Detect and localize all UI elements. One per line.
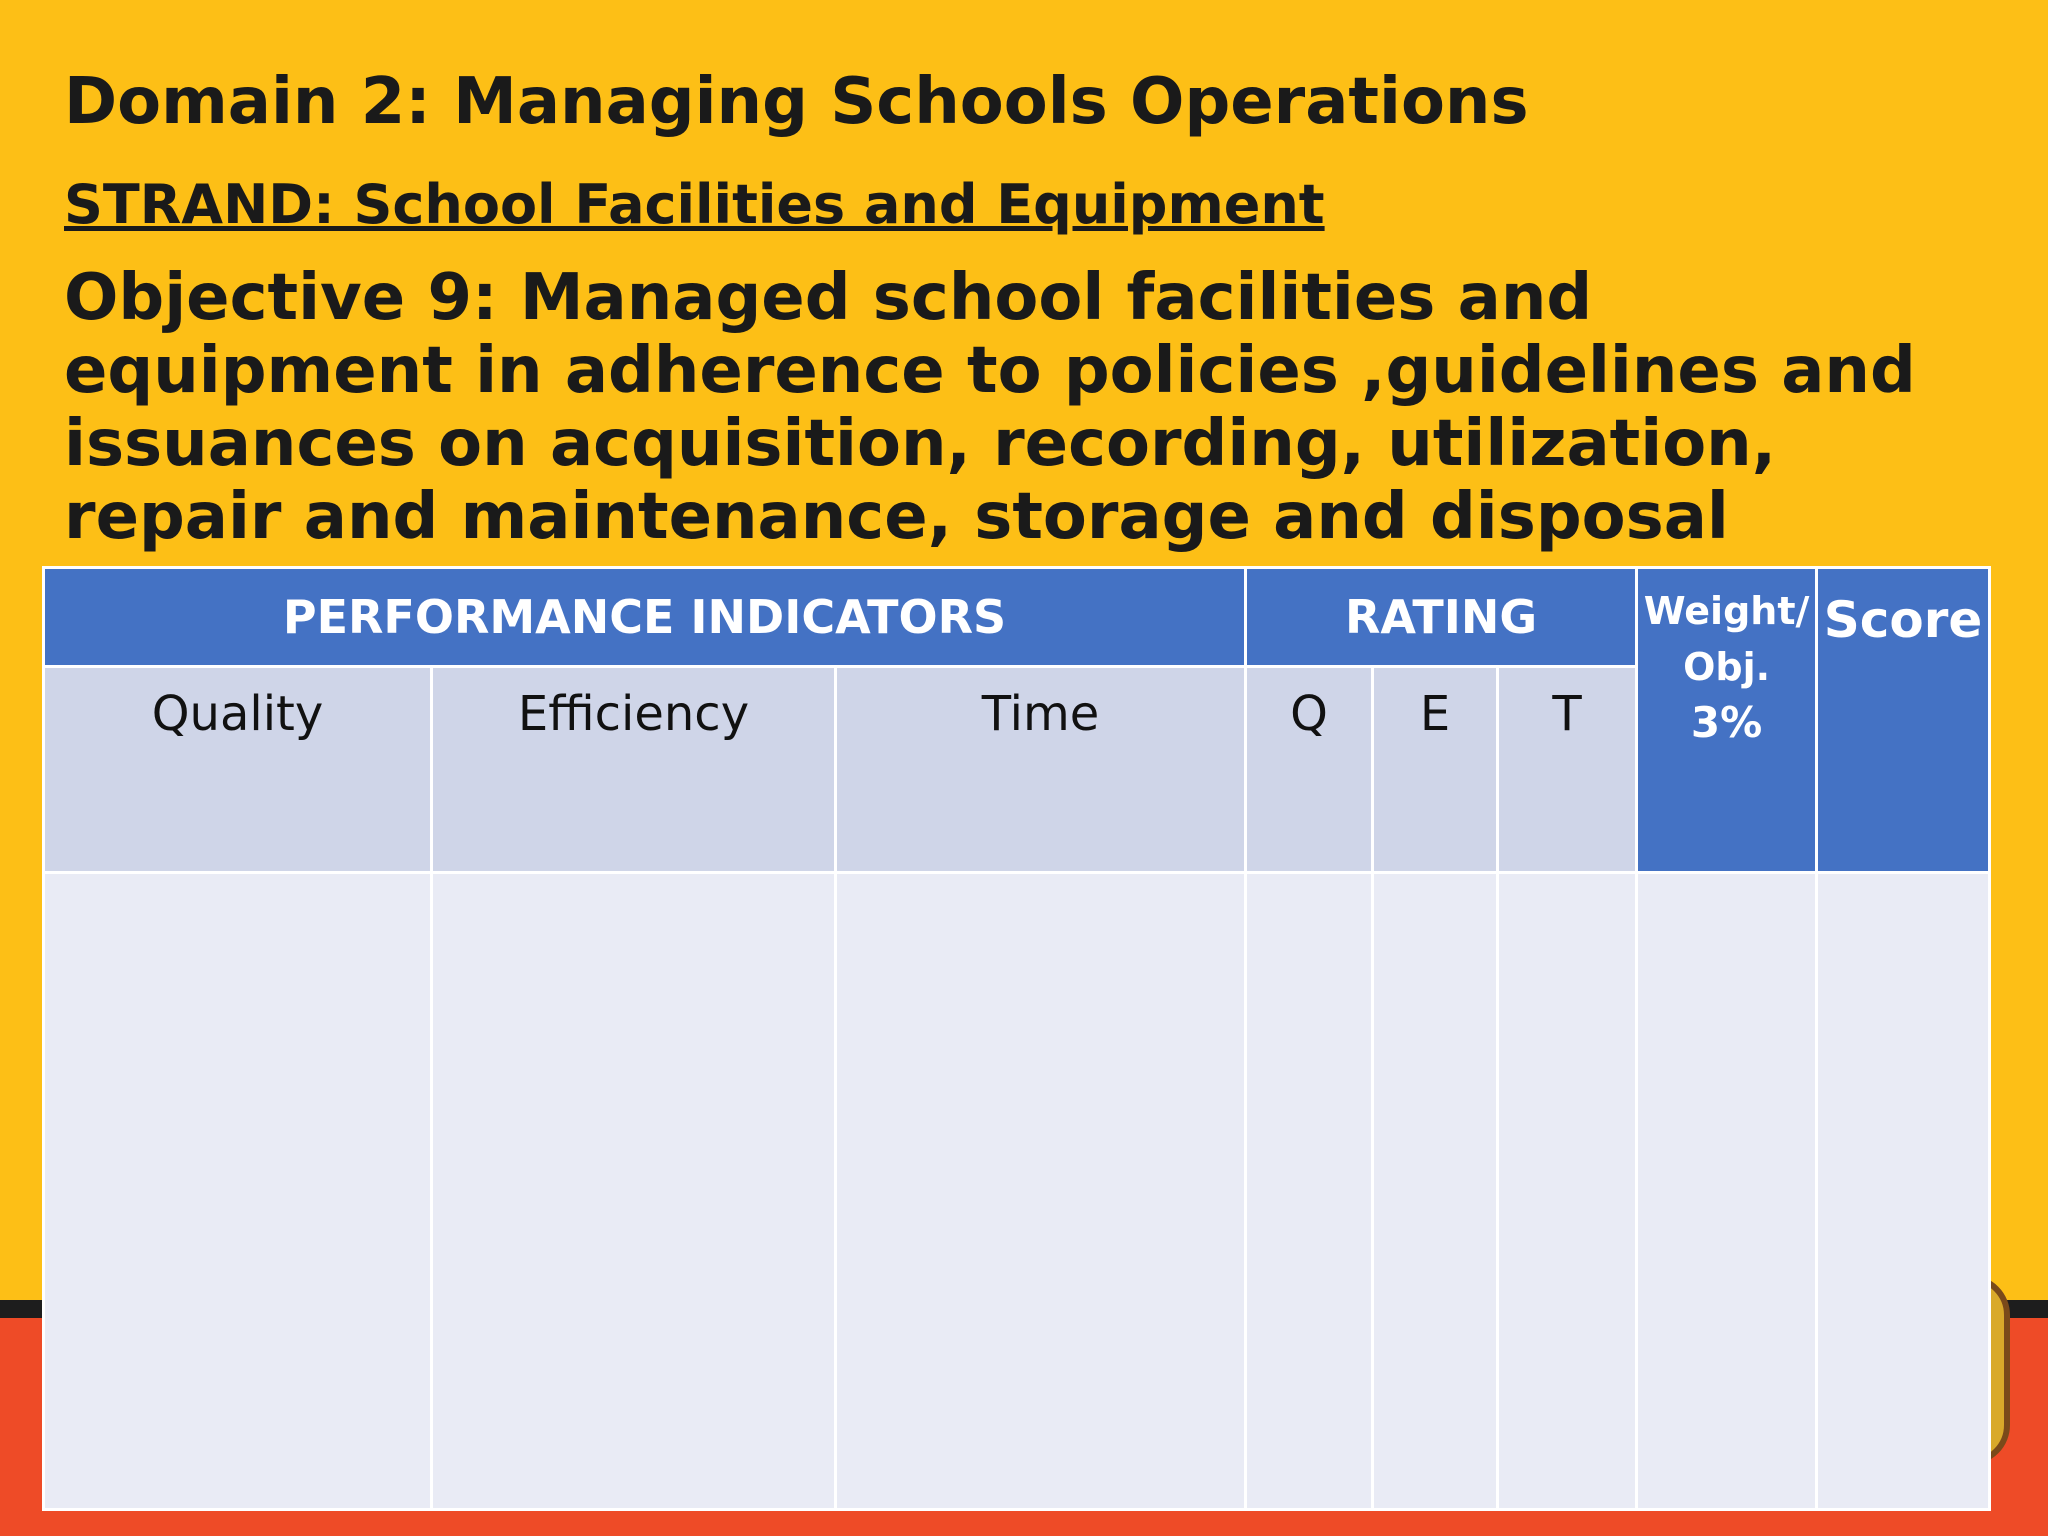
quality-cell — [44, 873, 432, 1510]
rating-q-header: Q — [1246, 667, 1373, 873]
efficiency-cell — [432, 873, 836, 1510]
rating-q-cell — [1246, 873, 1373, 1510]
efficiency-column-header: Efficiency — [432, 667, 836, 873]
performance-indicators-header: PERFORMANCE INDICATORS — [44, 568, 1246, 667]
weight-label: Weight/ Obj. — [1643, 589, 1810, 689]
rating-t-cell — [1498, 873, 1637, 1510]
rating-t-header: T — [1498, 667, 1637, 873]
score-cell — [1817, 873, 1990, 1510]
rating-header: RATING — [1246, 568, 1637, 667]
rating-e-header: E — [1373, 667, 1498, 873]
quality-column-header: Quality — [44, 667, 432, 873]
performance-indicators-table — [42, 566, 1991, 1511]
time-cell — [836, 873, 1246, 1510]
score-header: Score — [1817, 568, 1990, 873]
weight-header — [1637, 568, 1817, 873]
slide-title: Domain 2: Managing Schools Operations — [64, 65, 1529, 139]
time-column-header: Time — [836, 667, 1246, 873]
rating-e-cell — [1373, 873, 1498, 1510]
objective-text: Objective 9: Managed school facilities and equipment in adherence to policies ,guidelines and issuances on acquisition, recording, utilization, repair and maintenance, storage and disposal — [64, 261, 1916, 554]
weight-cell — [1637, 873, 1817, 1510]
weight-value: 3% — [1690, 698, 1763, 747]
strand-heading: STRAND: School Facilities and Equipment — [64, 173, 1325, 236]
